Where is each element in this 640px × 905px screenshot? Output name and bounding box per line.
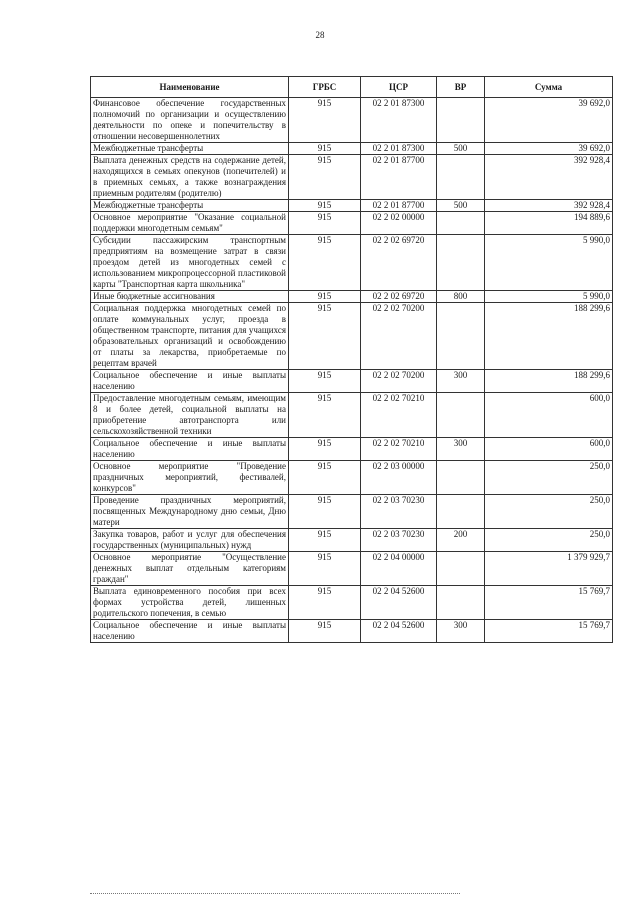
cell-csr: 02 2 01 87300 (361, 143, 437, 155)
table-row (91, 212, 613, 235)
table-row (91, 370, 613, 393)
cell-sum: 5 990,0 (485, 235, 613, 291)
cell-grbs: 915 (289, 495, 361, 529)
cell-grbs: 915 (289, 393, 361, 438)
cell-grbs: 915 (289, 200, 361, 212)
cell-csr: 02 2 01 87300 (361, 98, 437, 143)
budget-table (90, 76, 613, 643)
cell-vr (437, 98, 485, 143)
cell-name: Социальное обеспечение и иные выплаты населению (91, 370, 289, 393)
cell-vr: 300 (437, 438, 485, 461)
table-row (91, 235, 613, 291)
cell-sum: 1 379 929,7 (485, 552, 613, 586)
cell-name: Финансовое обеспечение государственных полномочий по организации и осуществлению деятельности по опеке и попечительству в отношении несовершеннолетних (91, 98, 289, 143)
table-row (91, 303, 613, 370)
cell-vr: 800 (437, 291, 485, 303)
cell-sum: 600,0 (485, 393, 613, 438)
cell-name: Иные бюджетные ассигнования (91, 291, 289, 303)
table-row (91, 200, 613, 212)
table-row (91, 461, 613, 495)
cell-vr (437, 586, 485, 620)
table-row (91, 438, 613, 461)
cell-name: Предоставление многодетным семьям, имеющим 8 и более детей, социальной выплаты на приобретение автотранспорта или сельскохозяйственной техники (91, 393, 289, 438)
table-row (91, 143, 613, 155)
cell-vr (437, 155, 485, 200)
cell-sum: 39 692,0 (485, 98, 613, 143)
cell-name: Закупка товаров, работ и услуг для обеспечения государственных (муниципальных) нужд (91, 529, 289, 552)
table-row (91, 552, 613, 586)
cell-sum: 250,0 (485, 495, 613, 529)
cell-name: Основное мероприятие "Проведение праздничных мероприятий, фестивалей, конкурсов" (91, 461, 289, 495)
cell-sum: 39 692,0 (485, 143, 613, 155)
cell-name: Основное мероприятие "Осуществление денежных выплат отдельным категориям граждан" (91, 552, 289, 586)
table-header-row (91, 77, 613, 98)
cell-vr (437, 235, 485, 291)
header-vr: ВР (437, 77, 485, 98)
cell-name: Социальное обеспечение и иные выплаты населению (91, 438, 289, 461)
cell-csr: 02 2 01 87700 (361, 155, 437, 200)
cell-vr (437, 461, 485, 495)
cell-csr: 02 2 04 52600 (361, 620, 437, 643)
table-row (91, 495, 613, 529)
cell-csr: 02 2 04 52600 (361, 586, 437, 620)
cell-sum: 5 990,0 (485, 291, 613, 303)
page-number: 28 (315, 30, 325, 40)
cell-vr (437, 552, 485, 586)
cell-csr: 02 2 02 70210 (361, 438, 437, 461)
cell-grbs: 915 (289, 212, 361, 235)
table-row (91, 620, 613, 643)
cell-name: Выплата единовременного пособия при всех формах устройства детей, лишенных родительского попечения, в семью (91, 586, 289, 620)
cell-grbs: 915 (289, 620, 361, 643)
header-grbs: ГРБС (289, 77, 361, 98)
cell-csr: 02 2 03 00000 (361, 461, 437, 495)
cell-csr: 02 2 01 87700 (361, 200, 437, 212)
cell-sum: 194 889,6 (485, 212, 613, 235)
cell-sum: 600,0 (485, 438, 613, 461)
cell-name: Выплата денежных средств на содержание детей, находящихся в семьях опекунов (попечителей) и в приемных семьях, а также вознаграждения приемным родителям (родителю) (91, 155, 289, 200)
cell-grbs: 915 (289, 235, 361, 291)
cell-grbs: 915 (289, 529, 361, 552)
cell-name: Социальное обеспечение и иные выплаты населению (91, 620, 289, 643)
cell-sum: 392 928,4 (485, 200, 613, 212)
cell-name: Социальная поддержка многодетных семей по оплате коммунальных услуг, проезда в общественном транспорте, питания для учащихся образовательных организаций и освобождению от платы за лекарства, приобретаемые по рецептам врачей (91, 303, 289, 370)
cell-csr: 02 2 02 70200 (361, 370, 437, 393)
cell-grbs: 915 (289, 98, 361, 143)
cell-grbs: 915 (289, 155, 361, 200)
cell-sum: 188 299,6 (485, 370, 613, 393)
table-row (91, 529, 613, 552)
cell-csr: 02 2 02 00000 (361, 212, 437, 235)
cell-name: Проведение праздничных мероприятий, посвященных Международному дню семьи, Дню матери (91, 495, 289, 529)
cell-sum: 188 299,6 (485, 303, 613, 370)
cell-csr: 02 2 02 70200 (361, 303, 437, 370)
cell-csr: 02 2 02 69720 (361, 235, 437, 291)
cell-vr: 300 (437, 620, 485, 643)
cell-vr (437, 495, 485, 529)
cell-grbs: 915 (289, 438, 361, 461)
cell-name: Основное мероприятие "Оказание социальной поддержки многодетным семьям" (91, 212, 289, 235)
cell-grbs: 915 (289, 586, 361, 620)
table-row (91, 155, 613, 200)
cell-grbs: 915 (289, 303, 361, 370)
cell-sum: 250,0 (485, 529, 613, 552)
table-row (91, 291, 613, 303)
cell-csr: 02 2 03 70230 (361, 495, 437, 529)
cell-vr (437, 212, 485, 235)
header-sum: Сумма (485, 77, 613, 98)
header-csr: ЦСР (361, 77, 437, 98)
cell-csr: 02 2 02 69720 (361, 291, 437, 303)
cell-vr: 200 (437, 529, 485, 552)
header-name: Наименование (91, 77, 289, 98)
cell-grbs: 915 (289, 143, 361, 155)
cell-csr: 02 2 04 00000 (361, 552, 437, 586)
bottom-divider (90, 893, 460, 894)
cell-sum: 15 769,7 (485, 620, 613, 643)
table-row (91, 98, 613, 143)
cell-vr (437, 303, 485, 370)
cell-vr: 500 (437, 143, 485, 155)
cell-name: Субсидии пассажирским транспортным предприятиям на возмещение затрат в связи проездом детей из многодетных семей с использованием микропроцессорной пластиковой карты "Транспортная карта школьника" (91, 235, 289, 291)
cell-sum: 15 769,7 (485, 586, 613, 620)
cell-csr: 02 2 02 70210 (361, 393, 437, 438)
cell-grbs: 915 (289, 291, 361, 303)
table-row (91, 586, 613, 620)
cell-vr: 500 (437, 200, 485, 212)
cell-grbs: 915 (289, 461, 361, 495)
table-body (91, 98, 613, 643)
cell-name: Межбюджетные трансферты (91, 143, 289, 155)
table-row (91, 393, 613, 438)
cell-grbs: 915 (289, 370, 361, 393)
cell-csr: 02 2 03 70230 (361, 529, 437, 552)
cell-sum: 250,0 (485, 461, 613, 495)
cell-vr (437, 393, 485, 438)
cell-sum: 392 928,4 (485, 155, 613, 200)
cell-grbs: 915 (289, 552, 361, 586)
cell-vr: 300 (437, 370, 485, 393)
cell-name: Межбюджетные трансферты (91, 200, 289, 212)
